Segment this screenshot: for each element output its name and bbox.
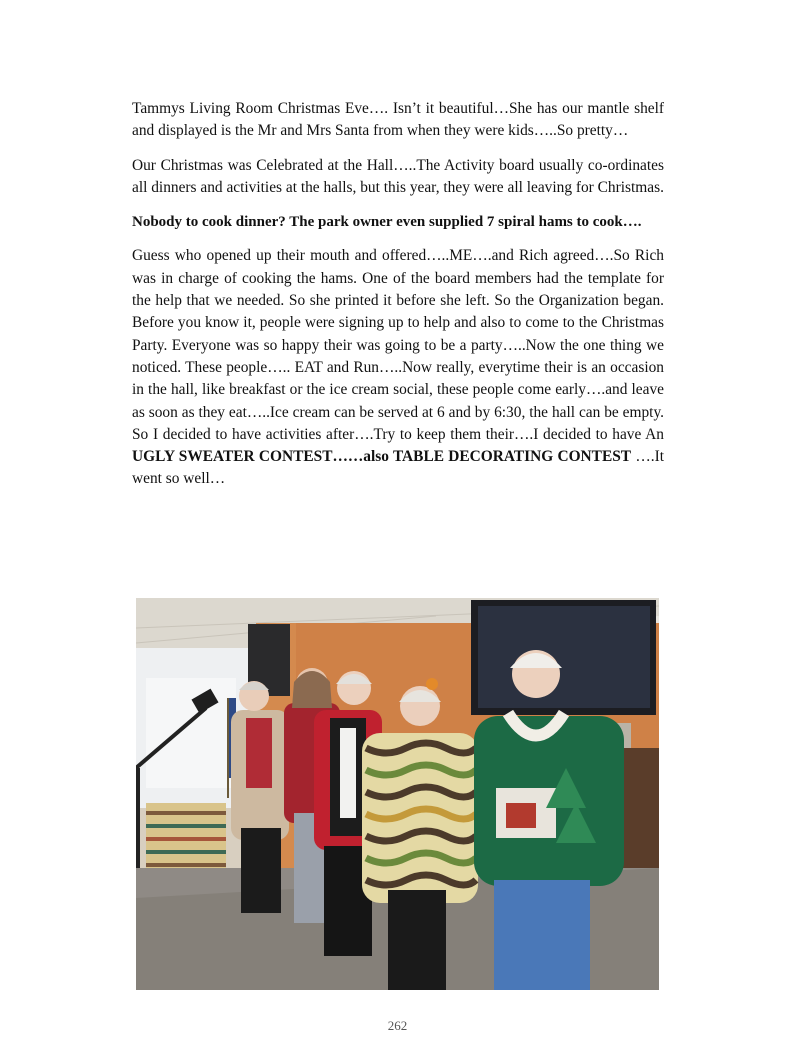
paragraph-cook-dinner: Nobody to cook dinner? The park owner even supplied 7 spiral hams to cook….: [132, 214, 642, 231]
page-number: 262: [387, 1018, 408, 1033]
paragraph-organization: [132, 245, 664, 490]
page-body: [132, 98, 664, 503]
paragraph-christmas-hall: Our Christmas was Celebrated at the Hall…..The Activity board usually co-ordinates all dinners and activities at the halls, but this year, they were all leaving for Christmas.: [132, 156, 664, 196]
paragraph-living-room: Tammys Living Room Christmas Eve…. Isn’t it beautiful…She has our mantle shelf and displayed is the Mr and Mrs Santa from when they were kids…..So pretty…: [132, 100, 664, 140]
contest-names: UGLY SWEATER CONTEST……also TABLE DECORATING CONTEST: [132, 448, 632, 466]
ugly-sweater-photo: [136, 598, 659, 990]
paragraph-organization-text: Guess who opened up their mouth and offered…..ME….and Rich agreed….So Rich was in charge of cooking the hams. One of the board members had the template for the help that we needed. So she printed it before she left. So the Organization began. Before you know it, people were signing up to help and also to come to the Christmas Party. Everyone was so happy their was going to be a party…..Now the one thing we noticed. These people….. EAT and Run…..Now really, everytime their is an occasion in the hall, like breakfast or the ice cream social, these people come early….and leave as soon as they eat…..Ice cream can be served at 6 and by 6:30, the hall can be empty. So I decided to have activities after….Try to keep them their….I decided to have An: [132, 247, 664, 443]
paragraph-organization-end: ….It went so well…: [132, 448, 664, 488]
